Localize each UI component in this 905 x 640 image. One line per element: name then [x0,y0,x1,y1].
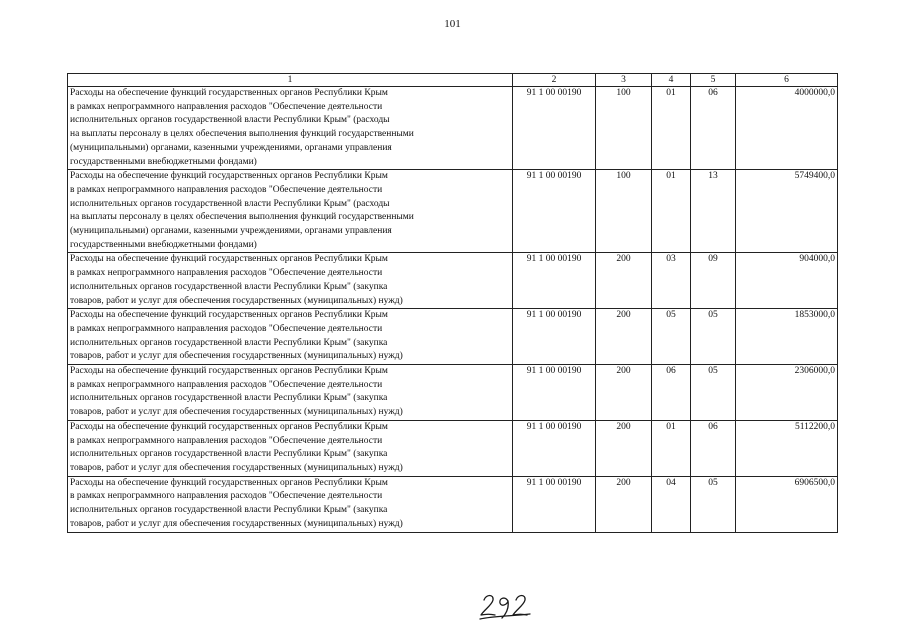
table-row [68,476,838,532]
row-target-code: 91 1 00 00190 [513,420,596,476]
row-section: 01 [652,170,691,253]
table-row [68,253,838,309]
row-target-code: 91 1 00 00190 [513,476,596,532]
row-section: 04 [652,476,691,532]
row-amount: 5112200,0 [736,420,838,476]
handwritten-page-number [478,590,538,622]
row-description: Расходы на обеспечение функций государственных органов Республики Крым в рамках непрограммного направления расходов "Обеспечение деятельности исполнительных органов государственной власти Республики Крым" (расходы на выплаты персоналу в целях обеспечения выполнения функций государственными (муниципальными) органами, казенными учреждениями, органами управления государственными внебюджетными фондами) [68,87,513,170]
column-header-3: 3 [596,74,652,87]
row-subsection: 06 [691,420,736,476]
row-subsection: 06 [691,87,736,170]
row-subsection: 05 [691,309,736,365]
table-header-row [68,74,838,87]
row-expense-type: 100 [596,87,652,170]
column-header-2: 2 [513,74,596,87]
row-expense-type: 200 [596,253,652,309]
row-description: Расходы на обеспечение функций государственных органов Республики Крым в рамках непрограммного направления расходов "Обеспечение деятельности исполнительных органов государственной власти Республики Крым" (расходы на выплаты персоналу в целях обеспечения выполнения функций государственными (муниципальными) органами, казенными учреждениями, органами управления государственными внебюджетными фондами) [68,170,513,253]
row-expense-type: 200 [596,476,652,532]
row-amount: 4000000,0 [736,87,838,170]
row-section: 01 [652,87,691,170]
row-description: Расходы на обеспечение функций государственных органов Республики Крым в рамках непрограммного направления расходов "Обеспечение деятельности исполнительных органов государственной власти Республики Крым" (закупка товаров, работ и услуг для обеспечения государственных (муниципальных) нужд) [68,420,513,476]
row-section: 01 [652,420,691,476]
column-header-1: 1 [68,74,513,87]
row-subsection: 05 [691,365,736,421]
column-header-5: 5 [691,74,736,87]
row-subsection: 13 [691,170,736,253]
row-description: Расходы на обеспечение функций государственных органов Республики Крым в рамках непрограммного направления расходов "Обеспечение деятельности исполнительных органов государственной власти Республики Крым" (закупка товаров, работ и услуг для обеспечения государственных (муниципальных) нужд) [68,365,513,421]
row-section: 06 [652,365,691,421]
table-row [68,365,838,421]
row-amount: 6906500,0 [736,476,838,532]
row-section: 03 [652,253,691,309]
row-description: Расходы на обеспечение функций государственных органов Республики Крым в рамках непрограммного направления расходов "Обеспечение деятельности исполнительных органов государственной власти Республики Крым" (закупка товаров, работ и услуг для обеспечения государственных (муниципальных) нужд) [68,476,513,532]
row-amount: 5749400,0 [736,170,838,253]
row-target-code: 91 1 00 00190 [513,365,596,421]
row-target-code: 91 1 00 00190 [513,309,596,365]
table-row [68,420,838,476]
row-expense-type: 200 [596,309,652,365]
column-header-4: 4 [652,74,691,87]
row-target-code: 91 1 00 00190 [513,170,596,253]
row-section: 05 [652,309,691,365]
row-subsection: 05 [691,476,736,532]
page-number: 101 [444,18,461,30]
row-description: Расходы на обеспечение функций государственных органов Республики Крым в рамках непрограммного направления расходов "Обеспечение деятельности исполнительных органов государственной власти Республики Крым" (закупка товаров, работ и услуг для обеспечения государственных (муниципальных) нужд) [68,253,513,309]
row-expense-type: 200 [596,420,652,476]
row-expense-type: 200 [596,365,652,421]
row-amount: 1853000,0 [736,309,838,365]
row-amount: 904000,0 [736,253,838,309]
row-target-code: 91 1 00 00190 [513,87,596,170]
row-description: Расходы на обеспечение функций государственных органов Республики Крым в рамках непрограммного направления расходов "Обеспечение деятельности исполнительных органов государственной власти Республики Крым" (закупка товаров, работ и услуг для обеспечения государственных (муниципальных) нужд) [68,309,513,365]
table-row [68,309,838,365]
column-header-6: 6 [736,74,838,87]
row-target-code: 91 1 00 00190 [513,253,596,309]
row-amount: 2306000,0 [736,365,838,421]
table-row [68,87,838,170]
row-subsection: 09 [691,253,736,309]
table-row [68,170,838,253]
budget-table [67,73,838,533]
row-expense-type: 100 [596,170,652,253]
